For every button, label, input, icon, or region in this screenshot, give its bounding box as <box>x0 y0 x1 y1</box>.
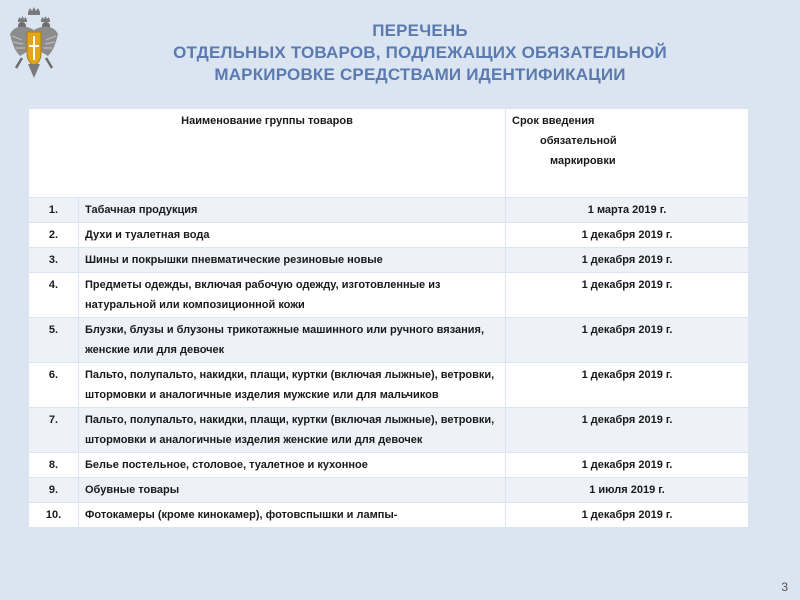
row-number: 8. <box>29 453 79 478</box>
row-date: 1 декабря 2019 г. <box>506 503 749 528</box>
table-row <box>29 363 749 408</box>
goods-table <box>28 108 749 528</box>
row-number: 5. <box>29 318 79 363</box>
row-date: 1 декабря 2019 г. <box>506 223 749 248</box>
column-header-date-line: обязательной <box>540 135 617 147</box>
table-row <box>29 273 749 318</box>
row-goods-name: Пальто, полупальто, накидки, плащи, куртки (включая лыжные), ветровки, штормовки и аналогичные изделия мужские или для мальчиков <box>79 363 506 408</box>
row-number: 1. <box>29 198 79 223</box>
row-number: 9. <box>29 478 79 503</box>
row-date: 1 декабря 2019 г. <box>506 248 749 273</box>
column-header-date <box>506 109 749 198</box>
row-date: 1 июля 2019 г. <box>506 478 749 503</box>
row-goods-name: Духи и туалетная вода <box>79 223 506 248</box>
row-number: 10. <box>29 503 79 528</box>
table-row <box>29 223 749 248</box>
row-number: 6. <box>29 363 79 408</box>
table-row <box>29 198 749 223</box>
double-headed-eagle-emblem-icon <box>8 6 60 88</box>
row-date: 1 марта 2019 г. <box>506 198 749 223</box>
row-goods-name: Предметы одежды, включая рабочую одежду, изготовленные из натуральной или композиционной кожи <box>79 273 506 318</box>
table-row <box>29 453 749 478</box>
column-header-date-line: маркировки <box>550 155 616 167</box>
row-number: 2. <box>29 223 79 248</box>
row-date: 1 декабря 2019 г. <box>506 363 749 408</box>
row-date: 1 декабря 2019 г. <box>506 453 749 478</box>
row-number: 3. <box>29 248 79 273</box>
row-goods-name: Обувные товары <box>79 478 506 503</box>
row-date: 1 декабря 2019 г. <box>506 318 749 363</box>
row-goods-name: Пальто, полупальто, накидки, плащи, куртки (включая лыжные), ветровки, штормовки и аналогичные изделия женские или для девочек <box>79 408 506 453</box>
row-goods-name: Табачная продукция <box>79 198 506 223</box>
row-number: 4. <box>29 273 79 318</box>
row-goods-name: Блузки, блузы и блузоны трикотажные машинного или ручного вязания, женские или для девочек <box>79 318 506 363</box>
page-number: 3 <box>781 580 788 594</box>
table-row <box>29 408 749 453</box>
column-header-date-line: Срок введения <box>512 115 595 127</box>
table-row <box>29 248 749 273</box>
title-line: ПЕРЕЧЕНЬ <box>372 21 468 40</box>
row-goods-name: Белье постельное, столовое, туалетное и кухонное <box>79 453 506 478</box>
row-goods-name: Шины и покрышки пневматические резиновые новые <box>79 248 506 273</box>
table-row <box>29 318 749 363</box>
row-date: 1 декабря 2019 г. <box>506 273 749 318</box>
row-goods-name: Фотокамеры (кроме кинокамер), фотовспышки и лампы- <box>79 503 506 528</box>
title-line: ОТДЕЛЬНЫХ ТОВАРОВ, ПОДЛЕЖАЩИХ ОБЯЗАТЕЛЬНОЙ <box>173 43 667 62</box>
column-header-name: Наименование группы товаров <box>29 109 506 198</box>
row-date: 1 декабря 2019 г. <box>506 408 749 453</box>
row-number: 7. <box>29 408 79 453</box>
table-row <box>29 478 749 503</box>
page-title <box>70 20 770 86</box>
table-row <box>29 503 749 528</box>
table-header-row <box>29 109 749 198</box>
title-line: МАРКИРОВКЕ СРЕДСТВАМИ ИДЕНТИФИКАЦИИ <box>214 65 626 84</box>
